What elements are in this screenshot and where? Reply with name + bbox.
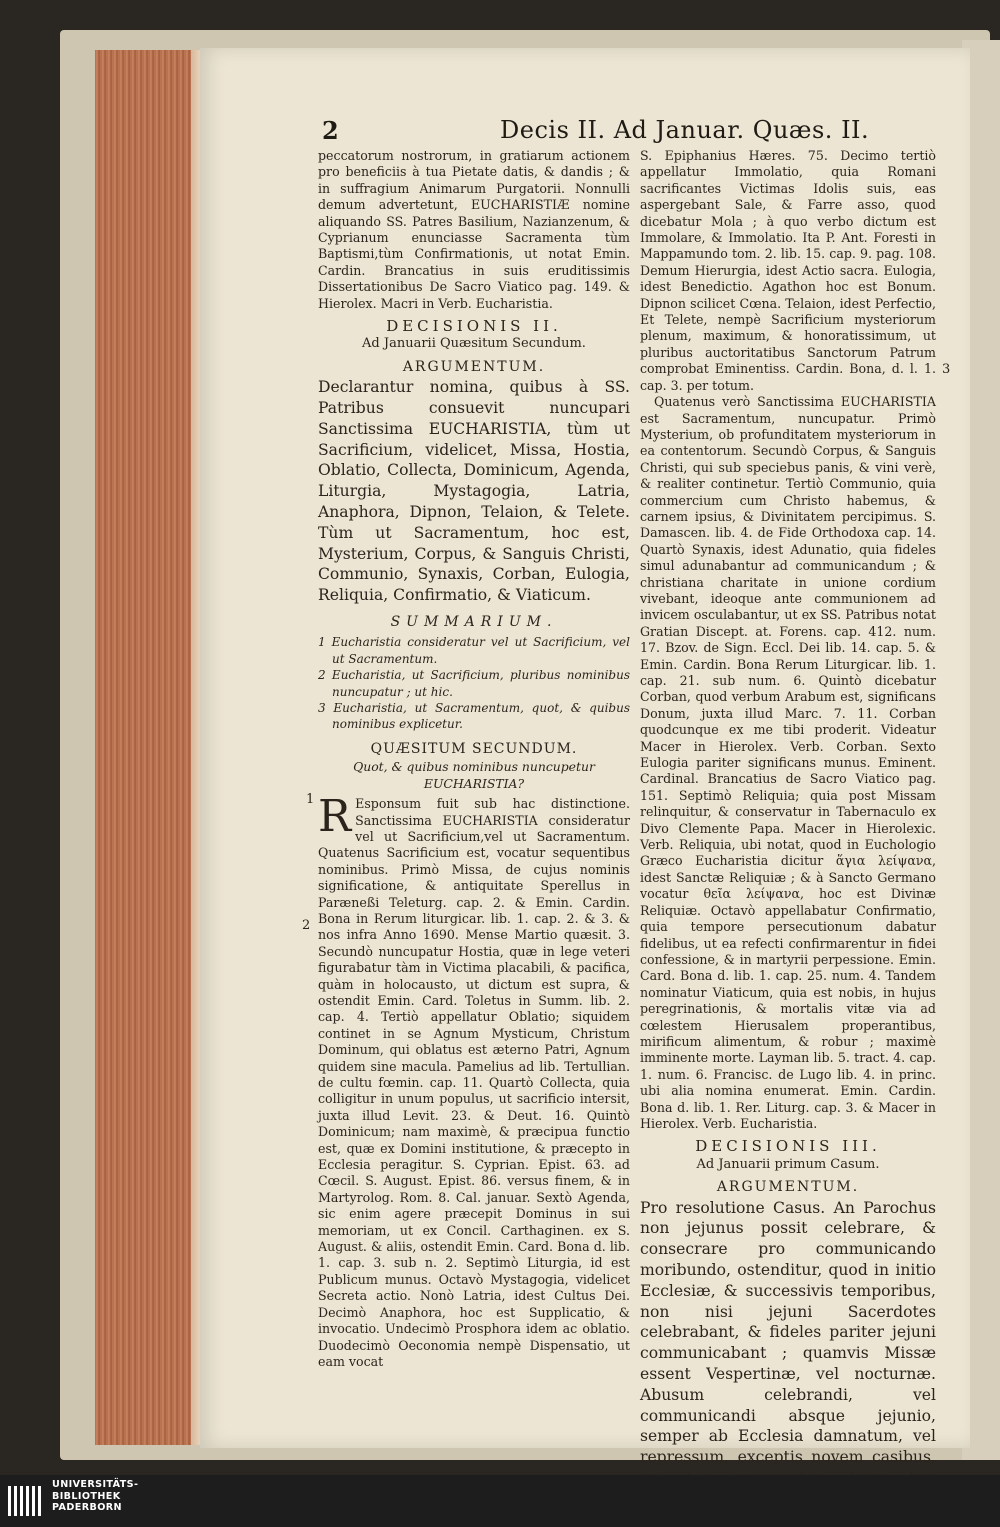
summary-item: 3 Eucharistia, ut Sacramentum, quot, & quibus nominibus explicetur. (318, 701, 630, 732)
left-column (318, 148, 630, 1370)
page-number: 2 (322, 116, 339, 145)
margin-number: 3 (942, 362, 951, 377)
quaesitum-heading: QUÆSITUM SECUNDUM. (370, 740, 578, 757)
right-paragraph-2: Quatenus verò Sanctissima EUCHARISTIA est Sacramentum, nuncupatur. Primò Mysterium, ob profunditatem mysteriorum in ea contentorum. Secundò Corpus, & Sanguis Christi, qui sub speciebus panis, & vini verè, & realiter continetur. Tertiò Communio, quia commercium cum Christo habemus, & carnem ipsius, & Divinitatem percipimus. S. Damascen. lib. 4. de Fide Orthodoxa cap. 14. Quartò Synaxis, idest Adunatio, quia fideles simul adunabantur ad communicandum ; & christiana charitate in unione cordium vivebant, ideoque ante communionem ad invicem osculabantur, ut ex SS. Patribus notat Gratian Discept. at. Forens. cap. 412. num. 17. Bzov. de Sign. Eccl. Dei lib. 14. cap. 5. & Emin. Cardin. Bona Rerum Liturgicar. lib. 1. cap. 21. sub num. 6. Quintò dicebatur Corban, quod verbum Arabum est, significans Donum, juxta illud Marc. 7. 11. Corban quodcunque ex me tibi proderit. Videatur Macer in Hierolex. Verb. Corban. Sexto Eulogia pariter significans munus. Eminent. Cardinal. Brancatius de Sacro Viatico pag. 151. Septimò Reliquia; quia post Missam relinquitur, & conservatur in Tabernaculo ex Divo Clemente Papa. Macer in Hierolexic. Verb. Reliquia, ubi notat, quod in Euchologio Græco Eucharistia dicitur ἅγια λείψανα, idest Sanctæ Reliquiæ ; & à Sancto Germano vocatur θεῖα λείψανα, hoc est Divinæ Reliquiæ. Octavò appellabatur Confirmatio, quia tempore persecutionum dabatur fidelibus, ut ea refecti confirmarentur in fidei confessione, & in martyrii perpessione. Emin. Card. Bona d. lib. 1. cap. 25. num. 4. Tandem nominatur Viaticum, quia est nobis, in hujus peregrinationis, & mortalis vitæ via ad cœlestem Hierusalem properantibus, mirificum alimentum, & robur ; maximè imminente morte. Layman lib. 5. tract. 4. cap. 1. num. 6. Francisc. de Lugo lib. 4. in princ. ubi alia nomina enumerat. Emin. Cardin. Bona d. lib. 1. Rer. Liturg. cap. 3. & Macer in Hierolex. Verb. Eucharistia. (640, 394, 936, 1131)
library-name-line: UNIVERSITÄTS- (52, 1479, 139, 1490)
margin-number: 2 (302, 918, 311, 933)
right-column (640, 148, 936, 1526)
ad-januarii-subheading: Ad Januarii primum Casum. (696, 1156, 880, 1172)
main-text (318, 791, 630, 1370)
running-title: Decis II. Ad Januar. Quæs. II. (500, 116, 870, 144)
summarium-heading: SUMMARIUM. (390, 614, 558, 631)
page-edges (95, 50, 205, 1445)
argumentum-heading: ARGUMENTUM. (402, 358, 546, 375)
right-paragraph-1: S. Epiphanius Hæres. 75. Decimo tertiò appellatur Immolatio, quia Romani sacrificantes Victimas Idolis suis, eas aspergebant Sale, & Farre asso, quod dicebatur Mola ; à quo verbo dictum est Immolare, & Immolatio. Ita P. Ant. Foresti in Mappamundo tom. 2. lib. 15. cap. 9. pag. 108. Demum Hierurgia, idest Actio sacra. Eulogia, idest Benedictio. Agathon hoc est Bonum. Dipnon scilicet Cœna. Telaion, idest Perfectio, Et Telete, nempè Sacrificium mysteriorum plenum, maximum, & honoratissimum, ut pluribus auctoritatibus Sanctorum Patrum comprobat Eminentiss. Cardin. Bona, d. l. 1. cap. 3. per totum. (640, 148, 936, 393)
ad-januarii-subheading: Ad Januarii Quæsitum Secundum. (362, 336, 586, 352)
summary-item: 2 Eucharistia, ut Sacrificium, pluribus nominibus nuncupatur ; ut hic. (318, 668, 630, 699)
argument-text: Pro resolutione Casus. An Parochus non jejunus possit celebrare, & consecrare pro communicando moribundo, ostenditur, quod in initio Ecclesiæ, & successivis temporibus, non nisi jejuni Sacerdotes celebrabant, & fideles pariter jejuni communicabant ; quamvis Missæ essent Vespertinæ, vel nocturnæ. Abusum celebrandi, vel communicandi absque jejunio, semper ab Ecclesia damnatum, vel repressum, exceptis novem casibus, (640, 1198, 936, 1467)
decisionis-heading: DECISIONIS II. (386, 317, 562, 336)
quaesitum-subheading: Quot, & quibus nominibus nuncupetur EUCHARISTIA? (353, 759, 595, 791)
library-logo-icon (6, 1482, 46, 1520)
intro-paragraph: peccatorum nostrorum, in gratiarum actionem pro beneficiis à tua Pietate datis, & dandis ; & in suffragium Animarum Purgatorii. Nonnulli demum advertetunt, EUCHARISTIÆ nomine aliquando SS. Patres Basilium, Nazianzenum, & Cyprianum enunciasse Sacramenta tùm Baptismi,tùm Confirmationis, ut notat Emin. Cardin. Brancatius in suis eruditissimis Dissertationibus De Sacro Viatico pag. 149. & Hierolex. Macri in Verb. Eucharistia. (318, 148, 630, 311)
footer-bar (0, 1475, 1000, 1527)
decisionis-heading: DECISIONIS III. (695, 1137, 881, 1156)
main-text-body: Esponsum fuit sub hac distinctione. Sanctissima EUCHARISTIA consideratur vel ut Sacrificium,vel ut Sacramentum. Quatenus Sacrificium est, vocatur sequentibus nominibus. Primò Missa, de cujus nominis significatione, & antiquitate Sperellus in Paræneßi Teleturg. cap. 2. & Emin. Cardin. Bona in Rerum liturgicar. lib. 1. cap. 2. & 3. & nos infra Anno 1690. Mense Martio quæsit. 3. Secundò nuncupatur Hostia, quæ in lege veteri figurabatur tàm in Victima placabili, & pacifica, quàm in holocausto, ut dictum est supra, & ostendit Emin. Card. Toletus in Summ. lib. 2. cap. 4. Tertiò appellatur Oblatio; siquidem continet in se Agnum Mysticum, Christum Dominum, qui oblatus est æterno Patri, Agnum quidem sine macula. Pamelius ad lib. Tertullian. de cultu fœmin. cap. 11. Quartò Collecta, quia colligitur in unum populus, ut sacrificio intersit, juxta illud Levit. 23. & Deut. 16. Quintò Dominicum; nam maximè, & præcipua functio est, quæ ex Domini institutione, & præcepto in Ecclesia peragitur. S. Cyprian. Epist. 63. ad Cœcil. S. August. Epist. 86. versus finem, & in Martyrolog. Rom. 8. Cal. januar. Sextò Agenda, sic enim agere præcepit Dominus in sui memoriam, ut ex Concil. Carthaginen. ex S. August. & aliis, ostendit Emin. Card. Bona d. lib. 1. cap. 3. sub n. 2. Septimò Liturgia, id est Publicum munus. Octavò Mystagogia, videlicet Secreta actio. Nonò Latria, idest Cultus Dei. Decimò Anaphora, hoc est Supplicatio, & invocatio. Undecimò Prosphora idem ac oblatio. Duodecimò Oeconomia nempè Dispensatio, ut eam vocat (318, 796, 630, 1369)
library-name-line: PADERBORN (52, 1502, 122, 1514)
summary-item: 1 Eucharistia consideratur vel ut Sacrificium, vel ut Sacramentum. (318, 635, 630, 666)
argumentum-heading: ARGUMENTUM. (716, 1179, 860, 1196)
margin-number: 1 (306, 792, 315, 807)
argument-text: Declarantur nomina, quibus à SS. Patribus consuevit nuncupari Sanctissima EUCHARISTIA, tùm ut Sacrificium, videlicet, Missa, Hostia, Oblatio, Collecta, Dominicum, Agenda, Liturgia, Mystagogia, Latria, Anaphora, Dipnon, Telaion, & Telete. Tùm ut Sacramentum, hoc est, Mysterium, Corpus, & Sanguis Christi, Communio, Synaxis, Corban, Eulogia, Reliquia, Confirmatio, & Viaticum. (318, 378, 630, 605)
library-name (52, 1479, 138, 1514)
library-name-line: BIBLIOTHEK (52, 1490, 121, 1502)
drop-cap: R (318, 791, 352, 843)
